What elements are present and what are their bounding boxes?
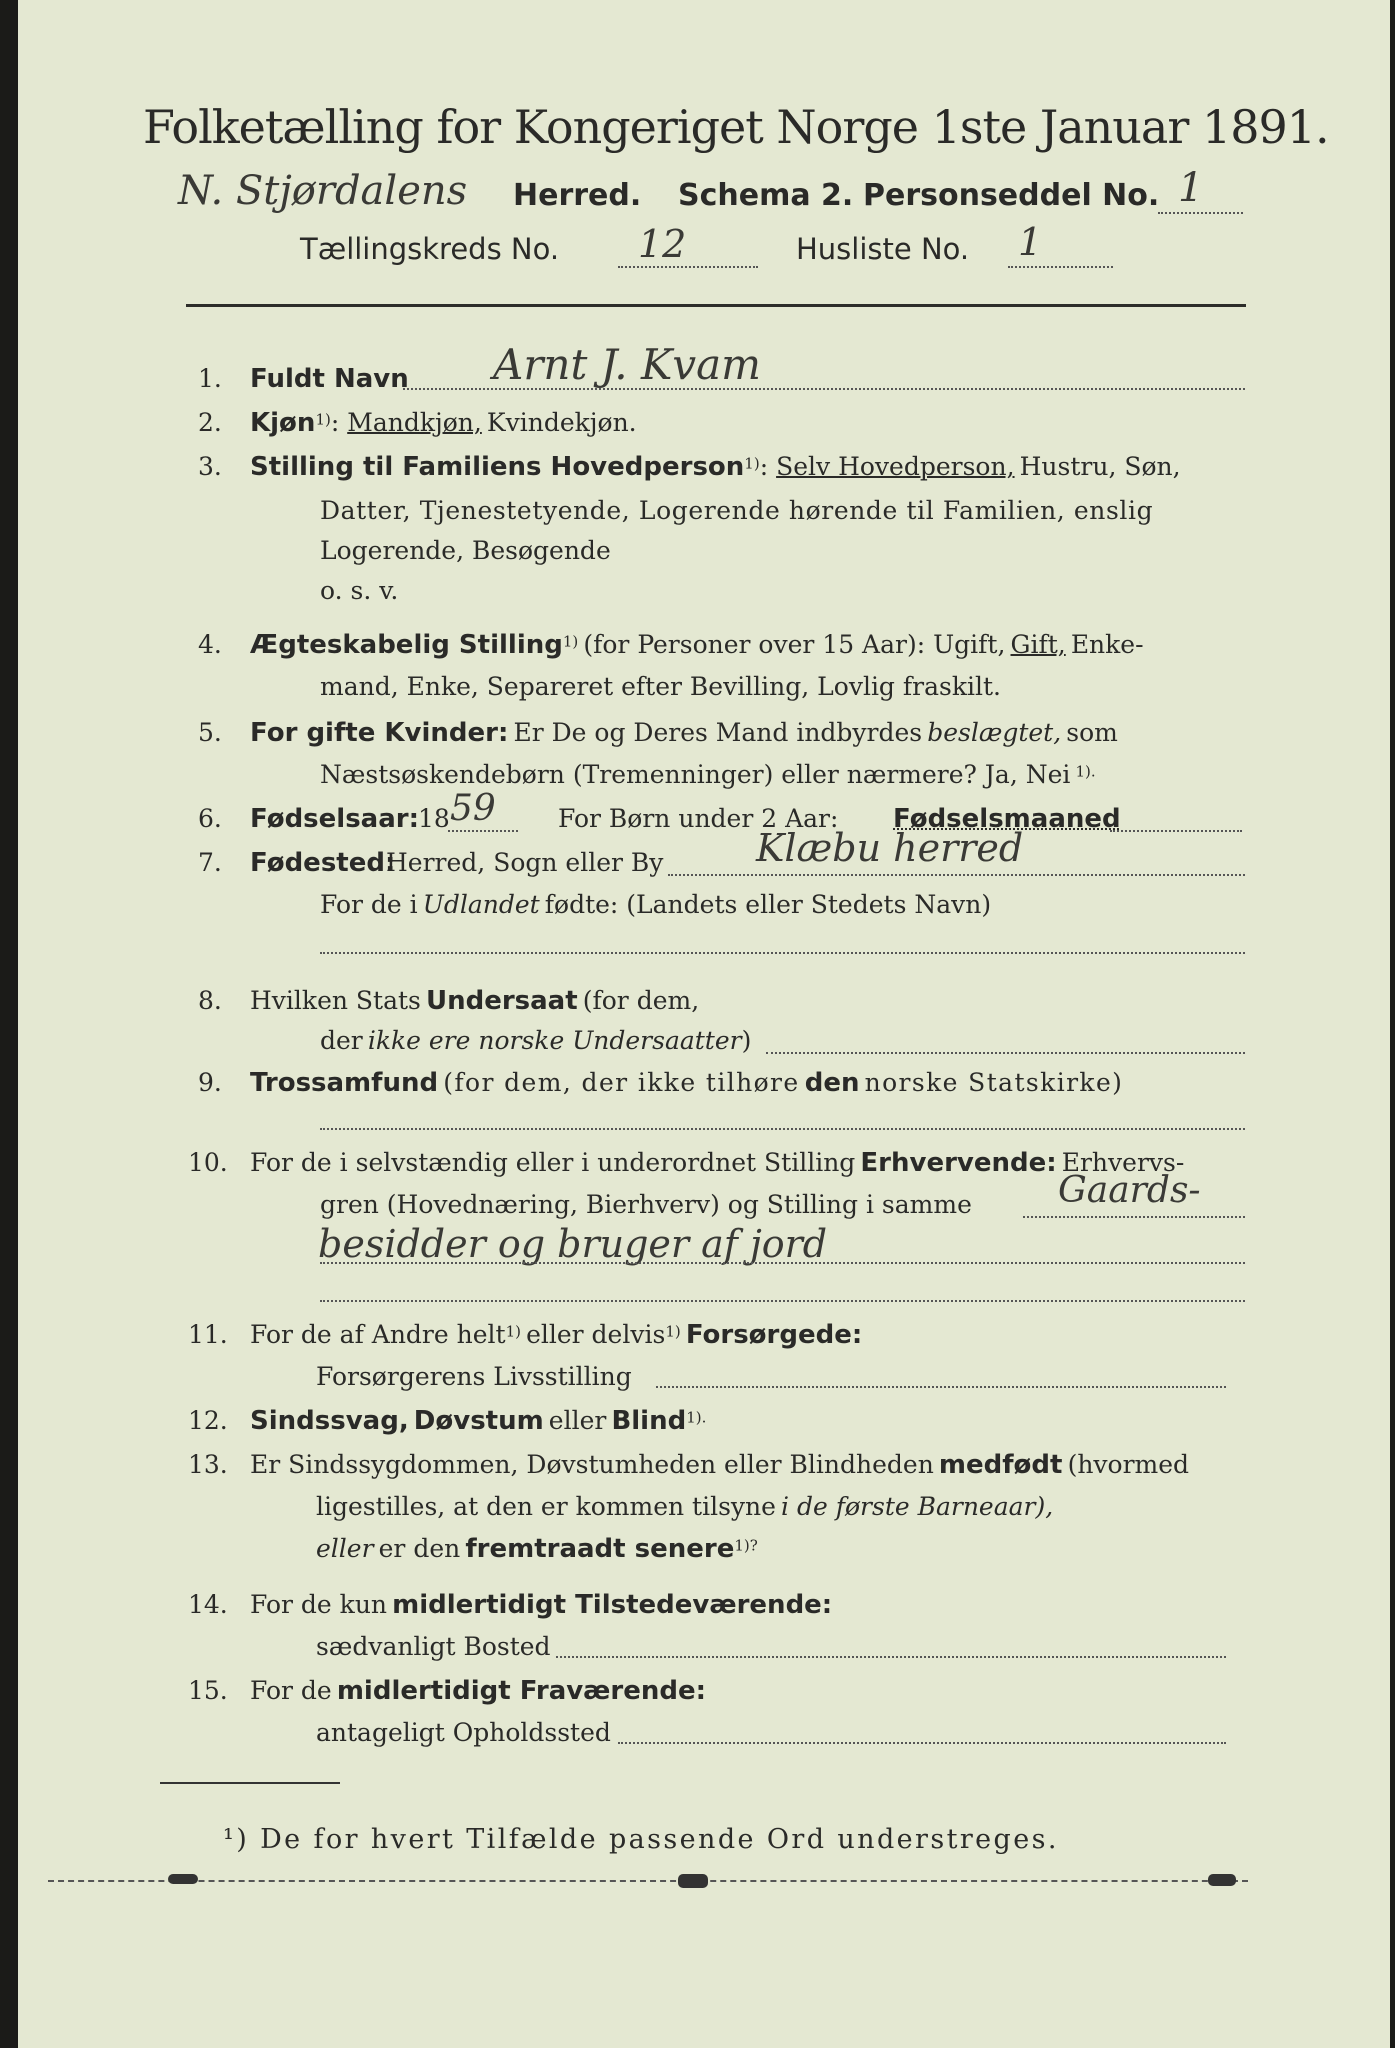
- item-11-sup: 1): [505, 1322, 521, 1341]
- item-3-sup: 1): [744, 454, 760, 473]
- item-8-dots: [766, 1052, 1245, 1054]
- item-13-line3-mid: er den: [378, 1534, 461, 1563]
- personseddel-label: Personseddel No.: [863, 178, 1160, 213]
- item-13-line1: [250, 1450, 1189, 1480]
- item-12-mid: eller: [548, 1406, 607, 1435]
- item-10-line2: gren (Hovednæring, Bierhverv) og Stilling i samme: [320, 1190, 972, 1219]
- item-5-em: beslægtet,: [927, 718, 1062, 747]
- item-3-line1-rest: Hustru, Søn,: [1019, 452, 1181, 481]
- item-12-post: 1).: [686, 1408, 707, 1427]
- header-rule: [186, 304, 1246, 307]
- item-9-dots: [320, 1128, 1245, 1130]
- item-10-pre: For de i selvstændig eller i underordnet Stilling: [250, 1148, 856, 1177]
- husliste-value: 1: [1018, 220, 1043, 264]
- item-8-line2: der ikke ere norske Undersaatter): [320, 1026, 752, 1055]
- item-14-line2: sædvanligt Bosted: [316, 1632, 551, 1661]
- item-12-label-c: Blind: [611, 1406, 687, 1436]
- item-9-bold: den: [804, 1068, 860, 1098]
- item-6-year-dots: [448, 830, 518, 832]
- footnote-rule: [160, 1782, 340, 1784]
- item-13-post: (hvormed: [1067, 1450, 1190, 1479]
- item-2-line: Kjøn$^{1)}$: Mandkjøn, Kvindekjøn.: [250, 408, 637, 438]
- item-3-line2: Datter, Tjenestetyende, Logerende hørende til Familien, enslig: [320, 496, 1154, 525]
- item-13-num: 13.: [188, 1450, 228, 1479]
- item-4-sup: 1): [562, 632, 579, 651]
- item-13-label: medfødt: [938, 1450, 1063, 1480]
- item-14-dots: [556, 1656, 1226, 1658]
- item-2-num: 2.: [198, 408, 222, 437]
- item-9-text: (for dem, der ikke tilhøre: [443, 1068, 800, 1097]
- item-9-post: norske Statskirke): [864, 1068, 1124, 1097]
- item-10-value-a: Gaards-: [1058, 1170, 1201, 1211]
- item-8-line2-pre: der: [320, 1026, 363, 1055]
- item-14-num: 14.: [188, 1590, 228, 1619]
- item-14-line1: [250, 1590, 832, 1620]
- item-7-dots2: [320, 952, 1245, 954]
- item-11-dots: [656, 1386, 1226, 1388]
- item-11-num: 11.: [188, 1320, 228, 1349]
- item-2-sup: 1): [315, 410, 331, 429]
- item-9-label: Trossamfund: [250, 1068, 439, 1098]
- item-6-mid: For Børn under 2 Aar:: [558, 804, 839, 833]
- item-4-selected: Gift,: [1010, 630, 1066, 659]
- item-10-post: Erhvervs-: [1061, 1148, 1185, 1177]
- item-6-year-prefix: 18: [418, 804, 450, 833]
- item-4-post: Enke-: [1070, 630, 1144, 659]
- item-5-line2: [320, 760, 1096, 789]
- bottom-rule: [48, 1880, 1248, 1882]
- item-10-line1: [250, 1148, 1184, 1178]
- item-10-dots1: [1023, 1216, 1245, 1218]
- item-8-pre: Hvilken Stats: [250, 986, 421, 1015]
- form-title: Folketælling for Kongeriget Norge 1ste Januar 1891.: [143, 100, 1329, 154]
- item-12-num: 12.: [188, 1406, 228, 1435]
- husliste-dots: [1008, 266, 1113, 268]
- item-9-line1: [250, 1068, 1123, 1098]
- personseddel-dots: [1158, 212, 1243, 214]
- item-4-line1: [250, 630, 1144, 660]
- item-13-line3-post: 1)?: [734, 1536, 758, 1555]
- item-12-label-b: Døvstum: [413, 1406, 544, 1436]
- item-1-label: Fuldt Navn: [250, 364, 409, 394]
- item-6-year-value: 59: [450, 788, 496, 829]
- herred-label: Herred.: [513, 178, 642, 213]
- item-15-dots: [618, 1742, 1226, 1744]
- item-4-line2: mand, Enke, Separeret efter Bevilling, Lovlig fraskilt.: [320, 672, 1001, 701]
- item-11-label: Forsørgede:: [685, 1320, 863, 1350]
- item-7-line2-em: Udlandet: [422, 890, 540, 919]
- item-13-line2-pre: ligestilles, at den er kommen tilsyne: [316, 1492, 776, 1521]
- item-13-line3-em: eller: [316, 1534, 374, 1563]
- item-4-pre: (for Personer over 15 Aar): Ugift,: [583, 630, 1006, 659]
- bottom-mark-right: [1208, 1874, 1236, 1886]
- item-11-line2: Forsørgerens Livsstilling: [316, 1362, 632, 1391]
- item-12-label-a: Sindssvag,: [250, 1406, 409, 1436]
- item-15-line1: [250, 1676, 706, 1706]
- item-5-label: For gifte Kvinder:: [250, 718, 509, 748]
- item-6-label: Fødselsaar:: [250, 804, 419, 834]
- bottom-mark-mid: [678, 1874, 708, 1888]
- item-4-label: Ægteskabelig Stilling: [250, 630, 563, 660]
- item-3-line1: Stilling til Familiens Hovedperson$^{1)}$: Selv Hovedperson, Hustru, Søn,: [250, 452, 1181, 482]
- item-10-label: Erhvervende:: [860, 1148, 1057, 1178]
- item-3-label: Stilling til Familiens Hovedperson: [250, 452, 745, 482]
- item-13-label2: fremtraadt senere: [465, 1534, 735, 1564]
- item-13-line3: [316, 1534, 758, 1564]
- item-11-mid: eller delvis: [526, 1320, 666, 1349]
- item-8-num: 8.: [198, 986, 222, 1015]
- personseddel-value: 1: [1178, 165, 1204, 211]
- item-2-rest: Kvindekjøn.: [486, 408, 637, 437]
- item-1-num: 1.: [198, 364, 222, 393]
- item-7-line2: [320, 890, 991, 919]
- item-8-line1: [250, 986, 699, 1016]
- item-6-label2: Fødselsmaaned: [893, 804, 1121, 834]
- item-5-num: 5.: [198, 718, 222, 747]
- item-7-line2-post: fødte: (Landets eller Stedets Navn): [544, 890, 992, 919]
- item-7-text: Herred, Sogn eller By: [386, 848, 664, 877]
- item-3-selected: Selv Hovedperson,: [776, 452, 1015, 481]
- item-15-line2: antageligt Opholdssted: [316, 1718, 611, 1747]
- item-8-line2-em: ikke ere norske Undersaatter: [367, 1026, 742, 1055]
- item-10-value-b: besidder og bruger af jord: [318, 1222, 828, 1266]
- kreds-dots: [618, 266, 758, 268]
- item-5-line1: [250, 718, 1118, 748]
- census-form-page: [18, 0, 1390, 2048]
- item-14-pre: For de kun: [250, 1590, 388, 1619]
- item-13-line2: [316, 1492, 1053, 1521]
- bottom-mark-left: [168, 1874, 198, 1884]
- item-5-post: som: [1066, 718, 1118, 747]
- item-12-line: [250, 1406, 706, 1436]
- herred-handwritten: N. Stjørdalens: [178, 168, 468, 214]
- item-11-line1: For de af Andre helt$^{1)}$ eller delvis$^{1)}$ Forsørgede:: [250, 1320, 863, 1350]
- item-11-pre: For de af Andre helt: [250, 1320, 506, 1349]
- item-7-num: 7.: [198, 848, 222, 877]
- item-15-pre: For de: [250, 1676, 332, 1705]
- item-15-label: midlertidigt Fraværende:: [336, 1676, 707, 1706]
- item-7-dots: [668, 874, 1245, 876]
- item-3-line4: o. s. v.: [320, 576, 399, 605]
- item-15-num: 15.: [188, 1676, 228, 1705]
- item-5-line2-text: Næstsøskendebørn (Tremenninger) eller nærmere? Ja, Nei: [320, 760, 1071, 789]
- item-3-line3: Logerende, Besøgende: [320, 536, 611, 565]
- item-7-line2-pre: For de i: [320, 890, 418, 919]
- item-14-label: midlertidigt Tilstedeværende:: [392, 1590, 833, 1620]
- item-10-dots3: [320, 1300, 1245, 1302]
- item-7-label: Fødested:: [250, 848, 396, 878]
- item-1-value: Arnt J. Kvam: [493, 340, 761, 389]
- item-7-value: Klæbu herred: [756, 826, 1024, 870]
- item-8-label: Undersaat: [425, 986, 578, 1016]
- item-10-num: 10.: [188, 1148, 228, 1177]
- item-4-num: 4.: [198, 630, 222, 659]
- item-13-line2-em: i de første Barneaar),: [781, 1492, 1054, 1521]
- schema-label: Schema 2.: [678, 178, 854, 213]
- item-5-sup: 1).: [1075, 762, 1096, 781]
- kreds-label: Tællingskreds No.: [300, 232, 560, 266]
- item-2-label: Kjøn: [250, 408, 316, 438]
- item-5-pre: Er De og Deres Mand indbyrdes: [513, 718, 923, 747]
- item-2-selected: Mandkjøn,: [347, 408, 482, 437]
- item-10-dots2: [320, 1262, 1245, 1264]
- item-13-pre: Er Sindssygdommen, Døvstumheden eller Blindheden: [250, 1450, 934, 1479]
- item-6-num: 6.: [198, 804, 222, 833]
- husliste-label: Husliste No.: [796, 232, 970, 266]
- item-6-dots: [1110, 830, 1242, 832]
- item-9-num: 9.: [198, 1068, 222, 1097]
- item-8-post: (for dem,: [582, 986, 700, 1015]
- footnote: ¹) De for hvert Tilfælde passende Ord understreges.: [223, 1824, 1059, 1855]
- kreds-value: 12: [638, 222, 687, 266]
- item-3-num: 3.: [198, 452, 222, 481]
